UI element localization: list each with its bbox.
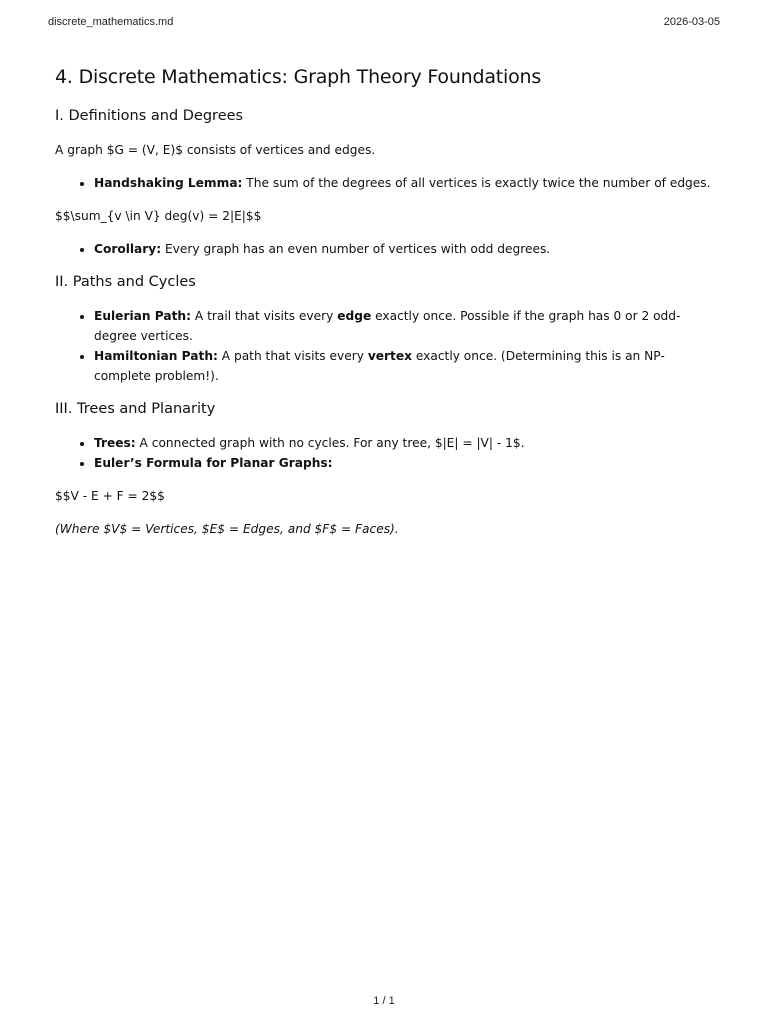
formula-note: (Where $V$ = Vertices, $E$ = Edges, and $F$ = Faces). bbox=[55, 522, 399, 536]
term-corollary: Corollary: bbox=[94, 242, 162, 256]
term-handshaking: Handshaking Lemma: bbox=[94, 176, 243, 190]
corollary-text: Every graph has an even number of vertices with odd degrees. bbox=[161, 242, 551, 256]
handshaking-formula: $$\sum_{v \in V} deg(v) = 2|E|$$ bbox=[55, 209, 262, 223]
euler-formula: $$V - E + F = 2$$ bbox=[55, 489, 165, 503]
print-header bbox=[48, 16, 720, 32]
trees-list bbox=[55, 433, 715, 473]
handshaking-text: The sum of the degrees of all vertices is exactly twice the number of edges. bbox=[242, 176, 711, 190]
graph-definition: A graph $G = (V, E)$ consists of vertices and edges. bbox=[55, 143, 376, 157]
page-number: 1 / 1 bbox=[373, 995, 395, 1007]
section-heading-definitions: I. Definitions and Degrees bbox=[55, 108, 244, 124]
term-euler-formula: Euler’s Formula for Planar Graphs: bbox=[94, 456, 333, 470]
section-heading-trees: III. Trees and Planarity bbox=[55, 401, 216, 417]
list-item-handshaking bbox=[94, 173, 715, 193]
term-trees: Trees: bbox=[94, 436, 136, 450]
paths-list bbox=[55, 306, 715, 386]
corollary-list bbox=[55, 239, 715, 259]
eulerian-text-pre: A trail that visits every bbox=[190, 309, 338, 323]
list-item-hamiltonian bbox=[94, 346, 715, 386]
hamiltonian-text-pre: A path that visits every bbox=[217, 349, 368, 363]
eulerian-text-post: exactly once. Possible if the graph has 0 or 2 odd-degree vertices. bbox=[94, 309, 681, 343]
eulerian-emphasis: edge bbox=[337, 309, 372, 323]
header-filename: discrete_mathematics.md bbox=[48, 16, 174, 28]
term-hamiltonian: Hamiltonian Path: bbox=[94, 349, 218, 363]
list-item-trees bbox=[94, 433, 715, 453]
hamiltonian-emphasis: vertex bbox=[367, 349, 413, 363]
term-eulerian: Eulerian Path: bbox=[94, 309, 191, 323]
section-heading-paths: II. Paths and Cycles bbox=[55, 274, 196, 290]
trees-text: A connected graph with no cycles. For any tree, $|E| = |V| - 1$. bbox=[135, 436, 525, 450]
definitions-list bbox=[55, 173, 715, 193]
list-item-eulerian bbox=[94, 306, 715, 346]
document-title: 4. Discrete Mathematics: Graph Theory Foundations bbox=[55, 66, 542, 88]
hamiltonian-text-post: exactly once. (Determining this is an NP-complete problem!). bbox=[94, 349, 665, 383]
list-item-euler-formula bbox=[94, 453, 715, 473]
header-date: 2026-03-05 bbox=[663, 16, 720, 28]
list-item-corollary bbox=[94, 239, 715, 259]
document-body bbox=[55, 62, 715, 552]
